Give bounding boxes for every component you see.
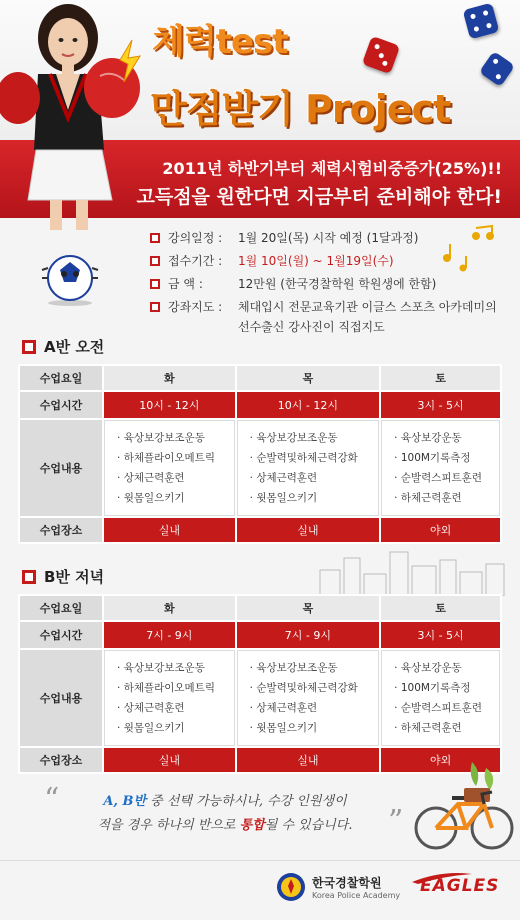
logo-english: Korea Police Academy bbox=[312, 891, 401, 900]
quote-line-1 bbox=[45, 790, 405, 814]
soccer-ball-mascot-icon bbox=[38, 252, 102, 306]
time-cell: 10시 - 12시 bbox=[104, 392, 235, 418]
row-label: 수업시간 bbox=[20, 392, 102, 418]
list-item: · 100M기록측정 bbox=[394, 448, 499, 468]
course-info bbox=[150, 228, 510, 340]
list-item: · 상체근력훈련 bbox=[117, 698, 234, 718]
city-skyline-icon bbox=[310, 548, 510, 596]
content-cell bbox=[381, 650, 500, 746]
day-cell: 토 bbox=[381, 366, 500, 390]
list-item: · 육상보강보조운동 bbox=[250, 428, 378, 448]
table-row bbox=[20, 596, 500, 620]
banner-line-2: 고득점을 원한다면 지금부터 준비해야 한다! bbox=[136, 186, 502, 208]
list-item: · 육상보강운동 bbox=[394, 658, 499, 678]
info-value: 1월 10일(월) ~ 1월19일(수) bbox=[238, 254, 394, 268]
logo-korean: 한국경찰학원 bbox=[312, 876, 382, 890]
list-item: · 윗몸일으키기 bbox=[117, 488, 234, 508]
list-item: · 하체근력훈련 bbox=[394, 718, 499, 738]
list-item: · 육상보강보조운동 bbox=[117, 658, 234, 678]
list-item: · 하체플라이오메트릭 bbox=[117, 448, 234, 468]
police-emblem-icon bbox=[276, 872, 306, 902]
bullet-icon bbox=[150, 233, 160, 243]
place-cell: 실내 bbox=[104, 518, 235, 542]
info-row-schedule bbox=[150, 228, 510, 248]
content-cell bbox=[237, 420, 379, 516]
list-item: · 상체근력훈련 bbox=[117, 468, 234, 488]
info-value: 1월 20일(목) 시작 예정 (1달과정) bbox=[238, 231, 419, 245]
list-item: · 육상보강보조운동 bbox=[117, 428, 234, 448]
blue-die-small-icon bbox=[479, 51, 515, 87]
place-cell: 실내 bbox=[104, 748, 235, 772]
section-b-table bbox=[18, 594, 502, 774]
info-value: 12만원 (한국경찰학원 학원생에 한함) bbox=[238, 277, 437, 291]
table-row bbox=[20, 518, 500, 542]
red-die-icon bbox=[362, 36, 400, 74]
time-cell: 3시 - 5시 bbox=[381, 392, 500, 418]
day-cell: 목 bbox=[237, 596, 379, 620]
quote-highlight-merge: 통합 bbox=[239, 818, 265, 833]
info-label: 접수기간 : bbox=[168, 254, 223, 268]
banner-line-1: 2011년 하반기부터 체력시험비중증가(25%)!! bbox=[162, 159, 502, 178]
list-item: · 윗몸일으키기 bbox=[250, 718, 378, 738]
footer-divider bbox=[0, 860, 520, 861]
row-label: 수업장소 bbox=[20, 748, 102, 772]
list-item: · 하체플라이오메트릭 bbox=[117, 678, 234, 698]
info-value: 체대입시 전문교육기관 이글스 스포츠 아카데미의 선수출신 강사진이 직접지도 bbox=[238, 300, 497, 334]
list-item: · 하체근력훈련 bbox=[394, 488, 499, 508]
bicycle-icon bbox=[412, 758, 516, 854]
section-bullet-icon bbox=[22, 340, 36, 354]
logo-text bbox=[312, 874, 400, 900]
list-item: · 순발력스피트훈련 bbox=[394, 468, 499, 488]
open-quote-icon: “ bbox=[44, 782, 60, 817]
section-a-heading bbox=[22, 336, 104, 357]
info-label: 금 액 : bbox=[168, 277, 203, 291]
time-cell: 3시 - 5시 bbox=[381, 622, 500, 648]
section-a-title: A반 오전 bbox=[44, 338, 105, 356]
row-label: 수업시간 bbox=[20, 622, 102, 648]
content-cell bbox=[104, 420, 235, 516]
content-cell bbox=[381, 420, 500, 516]
info-row-registration bbox=[150, 251, 510, 271]
title-line-2: 만점받기 Project bbox=[150, 87, 451, 131]
info-row-instructor bbox=[150, 297, 510, 337]
time-cell: 10시 - 12시 bbox=[237, 392, 379, 418]
time-cell: 7시 - 9시 bbox=[104, 622, 235, 648]
info-row-price bbox=[150, 274, 510, 294]
bullet-icon bbox=[150, 302, 160, 312]
row-label: 수업내용 bbox=[20, 650, 102, 746]
content-cell bbox=[104, 650, 235, 746]
time-cell: 7시 - 9시 bbox=[237, 622, 379, 648]
table-row bbox=[20, 622, 500, 648]
bullet-icon bbox=[150, 256, 160, 266]
notice-quote bbox=[45, 790, 405, 838]
place-cell: 실내 bbox=[237, 748, 379, 772]
list-item: · 상체근력훈련 bbox=[250, 468, 378, 488]
place-cell: 야외 bbox=[381, 518, 500, 542]
row-label: 수업장소 bbox=[20, 518, 102, 542]
title-line-1: 체력test bbox=[152, 22, 288, 62]
content-cell bbox=[237, 650, 379, 746]
table-row bbox=[20, 366, 500, 390]
close-quote-icon: ” bbox=[388, 804, 404, 839]
table-row bbox=[20, 392, 500, 418]
info-label: 강의일정 : bbox=[168, 231, 223, 245]
table-row bbox=[20, 650, 500, 746]
row-label: 수업요일 bbox=[20, 366, 102, 390]
section-bullet-icon bbox=[22, 570, 36, 584]
list-item: · 순발력및하체근력강화 bbox=[250, 448, 378, 468]
list-item: · 윗몸일으키기 bbox=[117, 718, 234, 738]
day-cell: 화 bbox=[104, 596, 235, 620]
bullet-icon bbox=[150, 279, 160, 289]
eagles-logo: EAGLES bbox=[420, 876, 500, 896]
day-cell: 토 bbox=[381, 596, 500, 620]
list-item: · 상체근력훈련 bbox=[250, 698, 378, 718]
section-a-table bbox=[18, 364, 502, 544]
row-label: 수업요일 bbox=[20, 596, 102, 620]
place-cell: 야외 bbox=[381, 748, 500, 772]
quote-highlight-ab: A, B반 bbox=[103, 794, 147, 809]
academy-logo bbox=[276, 872, 400, 902]
info-label: 강좌지도 : bbox=[168, 300, 223, 314]
boxer-woman-image bbox=[0, 0, 150, 230]
section-b-title: B반 저녁 bbox=[44, 568, 105, 586]
blue-die-icon bbox=[463, 3, 500, 40]
list-item: · 윗몸일으키기 bbox=[250, 488, 378, 508]
quote-text: 적을 경우 하나의 반으로 bbox=[97, 818, 240, 833]
day-cell: 목 bbox=[237, 366, 379, 390]
list-item: · 100M기록측정 bbox=[394, 678, 499, 698]
list-item: · 육상보강보조운동 bbox=[250, 658, 378, 678]
table-row bbox=[20, 420, 500, 516]
quote-text: 될 수 있습니다. bbox=[264, 818, 353, 833]
day-cell: 화 bbox=[104, 366, 235, 390]
quote-text: 중 선택 가능하시나, 수강 인원생이 bbox=[146, 794, 347, 809]
section-b-heading bbox=[22, 566, 104, 587]
place-cell: 실내 bbox=[237, 518, 379, 542]
list-item: · 순발력및하체근력강화 bbox=[250, 678, 378, 698]
row-label: 수업내용 bbox=[20, 420, 102, 516]
list-item: · 순발력스피트훈련 bbox=[394, 698, 499, 718]
quote-line-2 bbox=[45, 814, 405, 838]
list-item: · 육상보강운동 bbox=[394, 428, 499, 448]
